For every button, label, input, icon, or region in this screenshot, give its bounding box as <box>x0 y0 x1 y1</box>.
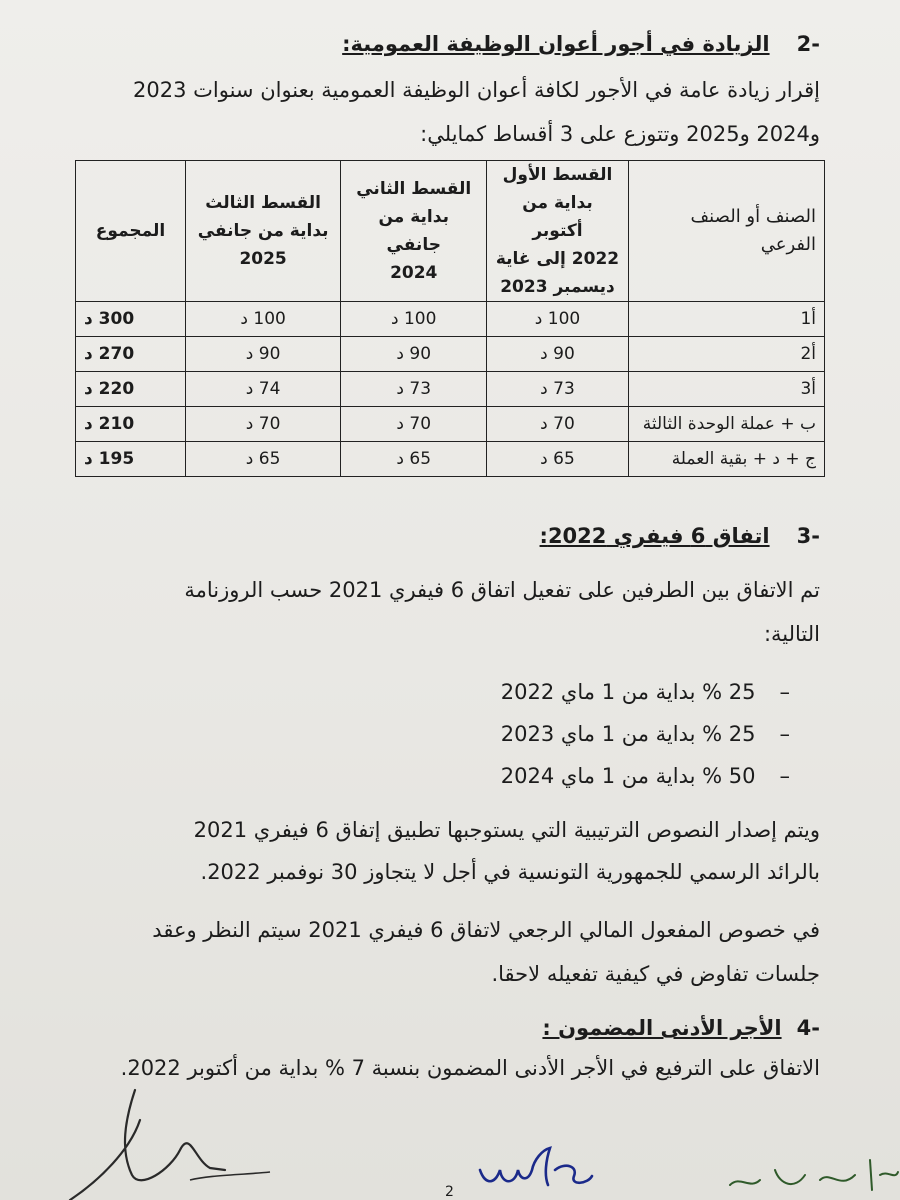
section-4-heading <box>542 1016 820 1040</box>
signature-blue <box>470 1140 610 1200</box>
section-3-paragraph-1-line-2: التالية: <box>763 622 820 646</box>
cell-installment-3: 90 د <box>186 337 341 372</box>
cell-total: 270 د <box>76 337 186 372</box>
section-4-paragraph-line-1: الاتفاق على الترفيع في الأجر الأدنى المضمون بنسبة 7 % بداية من أكتوبر 2022. <box>120 1056 820 1080</box>
table-row <box>76 442 825 477</box>
section-3-paragraph-1-line-1: تم الاتفاق بين الطرفين على تفعيل اتفاق 6 فيفري 2021 حسب الروزنامة <box>184 578 820 602</box>
list-item <box>501 680 790 704</box>
header-installment-3-line: بداية من جانفي <box>197 221 329 241</box>
section-2-paragraph-line-2: و2024 و2025 وتتوزع على 3 أقساط كمايلي: <box>420 122 820 146</box>
header-total: المجموع <box>76 161 186 302</box>
wage-increase-table <box>75 160 825 477</box>
section-3-paragraph-2-line-1: ويتم إصدار النصوص الترتيبية التي يستوجبها تطبيق إتفاق 6 فيفري 2021 <box>193 818 820 842</box>
signature-right <box>720 1150 900 1200</box>
header-installment-1-line: ديسمبر 2023 <box>500 277 615 297</box>
table-row <box>76 337 825 372</box>
page-number: 2 <box>445 1184 454 1200</box>
header-installment-3-line: القسط الثالث <box>205 193 321 213</box>
bullet-text: 25 % بداية من 1 ماي 2022 <box>500 680 756 704</box>
section-3-paragraph-2-line-2: بالرائد الرسمي للجمهورية التونسية في أجل لا يتجاوز 30 نوفمبر 2022. <box>200 860 820 884</box>
header-installment-2-line: بداية من جانفي <box>378 207 449 255</box>
header-installment-1-line: بداية من أكتوبر <box>522 193 593 241</box>
cell-installment-3: 65 د <box>186 442 341 477</box>
cell-installment-1: 73 د <box>487 372 629 407</box>
cell-installment-2: 73 د <box>341 372 487 407</box>
header-installment-2 <box>341 161 487 302</box>
section-3-number: -3 <box>796 524 820 548</box>
cell-installment-1: 90 د <box>487 337 629 372</box>
cell-installment-2: 65 د <box>341 442 487 477</box>
cell-total: 220 د <box>76 372 186 407</box>
cell-installment-2: 90 د <box>341 337 487 372</box>
header-installment-2-line: القسط الثاني <box>356 179 472 199</box>
header-installment-3 <box>186 161 341 302</box>
header-installment-3-line: 2025 <box>239 249 287 269</box>
cell-installment-3: 74 د <box>186 372 341 407</box>
cell-category: أ1 <box>628 302 824 337</box>
section-2-number: -2 <box>796 32 820 56</box>
cell-category: ب + عملة الوحدة الثالثة <box>628 407 824 442</box>
cell-installment-2: 100 د <box>341 302 487 337</box>
cell-installment-3: 70 د <box>186 407 341 442</box>
cell-installment-1: 100 د <box>487 302 629 337</box>
header-installment-1-line: 2022 إلى غاية <box>495 249 620 269</box>
cell-installment-2: 70 د <box>341 407 487 442</box>
section-3-title: اتفاق 6 فيفري 2022: <box>539 524 770 548</box>
table-row <box>76 407 825 442</box>
cell-total: 300 د <box>76 302 186 337</box>
signature-left <box>40 1080 300 1200</box>
section-4-number: -4 <box>796 1016 820 1040</box>
bullet-dash: – <box>779 764 790 788</box>
bullet-text: 25 % بداية من 1 ماي 2023 <box>500 722 756 746</box>
table-row <box>76 372 825 407</box>
section-2-paragraph-line-1: إقرار زيادة عامة في الأجور لكافة أعوان الوظيفة العمومية بعنوان سنوات 2023 <box>133 78 820 102</box>
section-4-title: الأجر الأدنى المضمون : <box>542 1016 782 1040</box>
cell-category: ج + د + بقية العملة <box>628 442 824 477</box>
table-header-row <box>76 161 825 302</box>
bullet-dash: – <box>779 680 790 704</box>
bullet-text: 50 % بداية من 1 ماي 2024 <box>500 764 756 788</box>
section-3-paragraph-3-line-1: في خصوص المفعول المالي الرجعي لاتفاق 6 فيفري 2021 سيتم النظر وعقد <box>152 918 820 942</box>
section-3-heading <box>540 524 820 548</box>
cell-category: أ3 <box>628 372 824 407</box>
cell-installment-1: 70 د <box>487 407 629 442</box>
cell-total: 210 د <box>76 407 186 442</box>
list-item <box>501 764 790 788</box>
cell-installment-3: 100 د <box>186 302 341 337</box>
cell-installment-1: 65 د <box>487 442 629 477</box>
header-category: الصنف أو الصنف الفرعي <box>628 161 824 302</box>
header-installment-1 <box>487 161 629 302</box>
section-3-paragraph-3-line-2: جلسات تفاوض في كيفية تفعيله لاحقا. <box>491 962 820 986</box>
cell-category: أ2 <box>628 337 824 372</box>
bullet-dash: – <box>779 722 790 746</box>
list-item <box>501 722 790 746</box>
table-row <box>76 302 825 337</box>
header-installment-2-line: 2024 <box>390 263 438 283</box>
cell-total: 195 د <box>76 442 186 477</box>
header-installment-1-line: القسط الأول <box>502 165 613 185</box>
section-2-heading <box>342 32 820 56</box>
section-2-title: الزيادة في أجور أعوان الوظيفة العمومية: <box>342 32 770 56</box>
